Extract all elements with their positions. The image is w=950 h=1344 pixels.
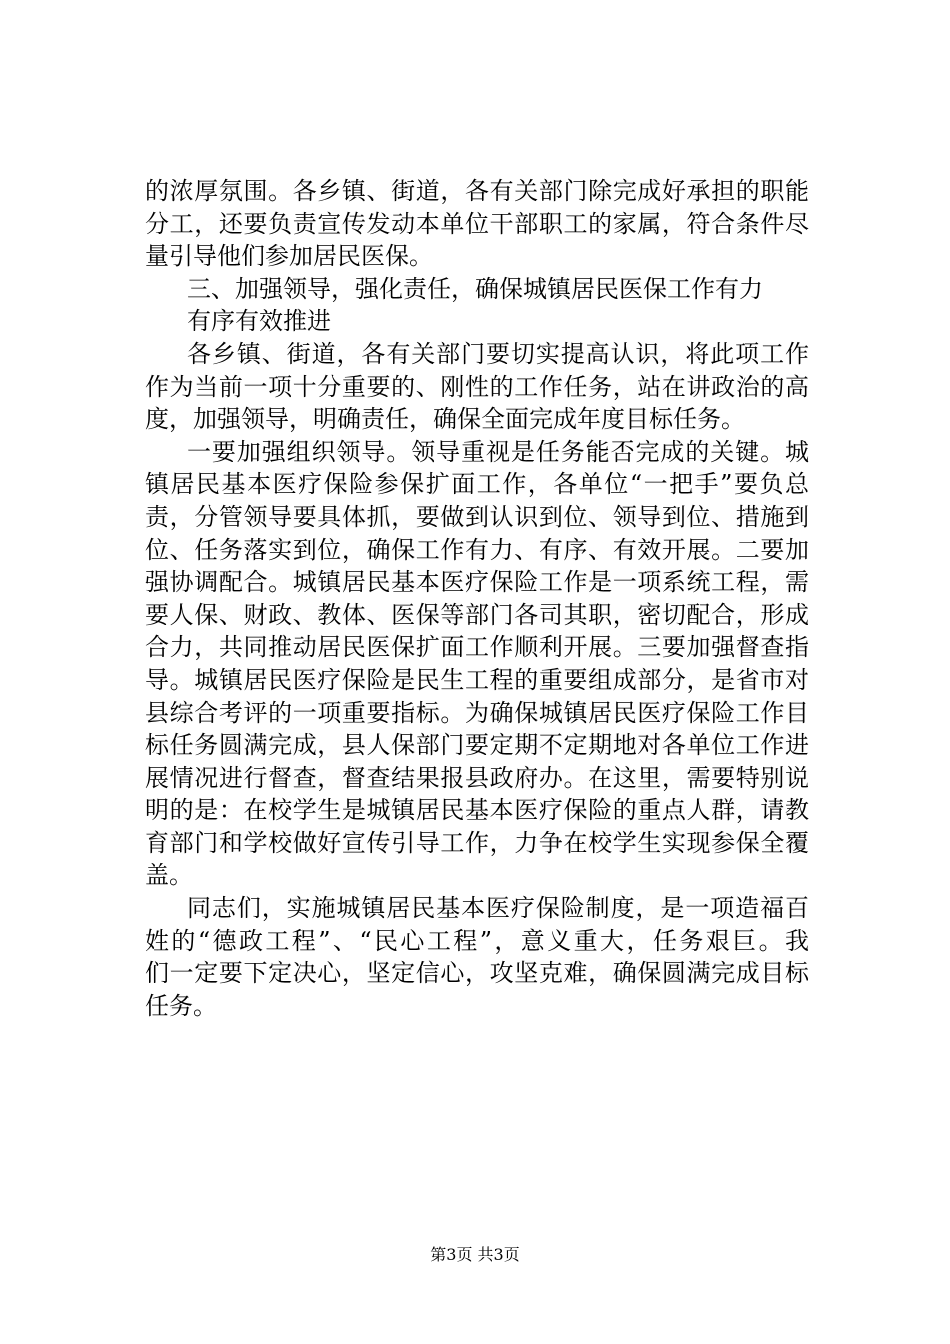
- text-line: 合力，共同推动居民医保扩面工作顺利开展。三要加强督查指: [145, 633, 809, 662]
- text-line: 们一定要下定决心，坚定信心，攻坚克难，确保圆满完成目标: [145, 959, 809, 988]
- text-line: 盖。: [145, 861, 193, 890]
- text-line: 作为当前一项十分重要的、刚性的工作任务，站在讲政治的高: [145, 372, 809, 401]
- text-line: 各乡镇、街道，各有关部门要切实提高认识，将此项工作: [187, 339, 809, 368]
- text-line: 育部门和学校做好宣传引导工作，力争在校学生实现参保全覆: [145, 828, 809, 857]
- text-line: 度，加强领导，明确责任，确保全面完成年度目标任务。: [145, 405, 745, 434]
- text-line: 同志们，实施城镇居民基本医疗保险制度，是一项造福百: [187, 894, 809, 923]
- text-line: 分工，还要负责宣传发动本单位干部职工的家属，符合条件尽: [145, 209, 809, 238]
- section-heading: 三、加强领导，强化责任，确保城镇居民医保工作有力: [187, 274, 763, 303]
- text-line: 一要加强组织领导。领导重视是任务能否完成的关键。城: [187, 437, 809, 466]
- text-line: 量引导他们参加居民医保。: [145, 242, 433, 271]
- text-line: 县综合考评的一项重要指标。为确保城镇居民医疗保险工作目: [145, 698, 809, 727]
- text-line: 的浓厚氛围。各乡镇、街道，各有关部门除完成好承担的职能: [145, 177, 809, 205]
- section-heading-continued: 有序有效推进: [187, 307, 331, 336]
- page-number-footer: 第3页 共3页: [430, 1245, 520, 1264]
- text-line: 强协调配合。城镇居民基本医疗保险工作是一项系统工程，需: [145, 568, 809, 597]
- text-line: 责，分管领导要具体抓，要做到认识到位、领导到位、措施到: [145, 502, 809, 531]
- text-line: 镇居民基本医疗保险参保扩面工作，各单位“一把手”要负总: [145, 470, 809, 499]
- text-line: 位、任务落实到位，确保工作有力、有序、有效开展。二要加: [145, 535, 809, 564]
- text-line: 姓的“德政工程”、“民心工程”，意义重大，任务艰巨。我: [145, 926, 809, 955]
- text-line: 任务。: [145, 991, 217, 1020]
- text-line: 展情况进行督查，督查结果报县政府办。在这里，需要特别说: [145, 763, 809, 792]
- document-body: [145, 175, 809, 1022]
- text-line: 标任务圆满完成，县人保部门要定期不定期地对各单位工作进: [145, 731, 809, 760]
- text-line: 要人保、财政、教体、医保等部门各司其职，密切配合，形成: [145, 600, 809, 629]
- text-line: 导。城镇居民医疗保险是民生工程的重要组成部分，是省市对: [145, 665, 809, 694]
- text-line: 明的是：在校学生是城镇居民基本医疗保险的重点人群，请教: [145, 796, 809, 825]
